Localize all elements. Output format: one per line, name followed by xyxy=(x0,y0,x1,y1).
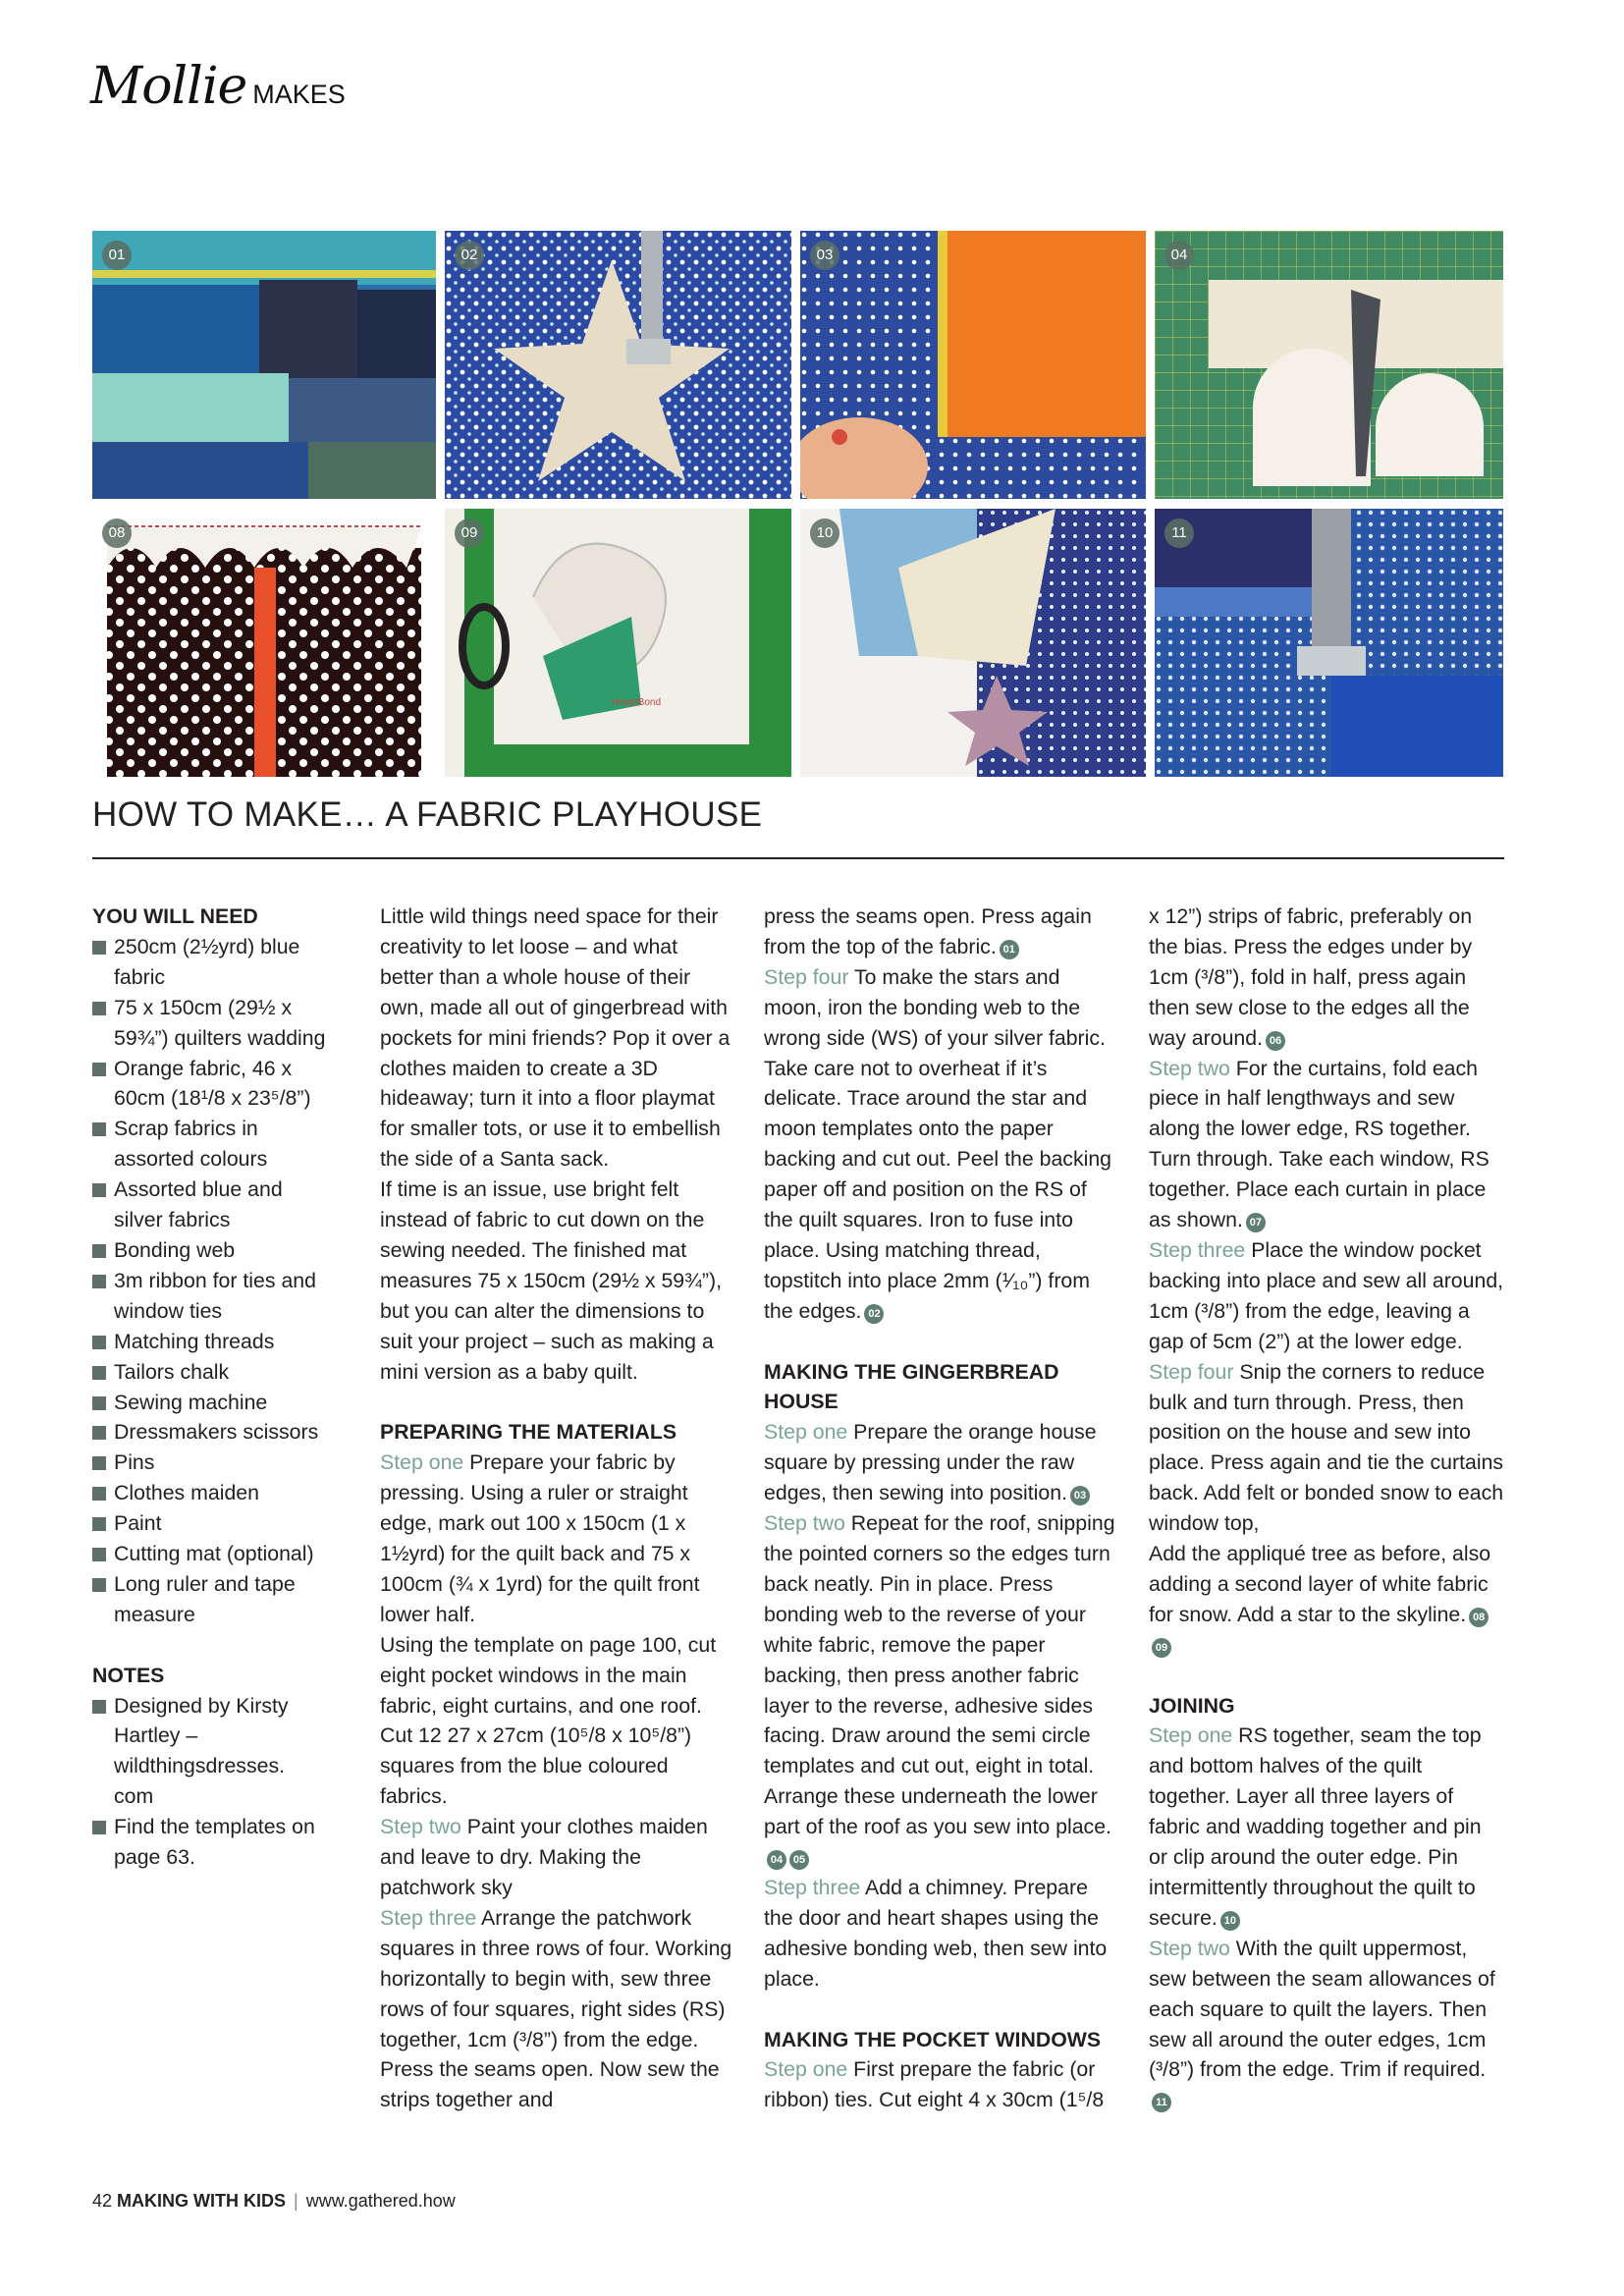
step-label: Step three xyxy=(1149,1237,1246,1262)
list-item: Pins xyxy=(92,1448,328,1478)
step-paragraph: Step three Place the window pocket backing into place and sew all around, 1cm (³/8”) from the edge, leaving a gap of 5cm (2”) at the lower edge. xyxy=(1149,1237,1504,1353)
photo-number: 04 xyxy=(1164,241,1194,270)
step-label: Step two xyxy=(380,1815,461,1839)
website-link[interactable]: www.gathered.how xyxy=(305,2191,456,2211)
step-paragraph: Step three Add a chimney. Prepare the door and heart shapes using the adhesive bonding web, then sew into place. xyxy=(764,1875,1108,1991)
step-label: Step one xyxy=(764,2057,848,2082)
step-photo-02 xyxy=(445,231,791,499)
photo-ref-badge: 07 xyxy=(1246,1213,1266,1232)
svg-text:HeatnBond: HeatnBond xyxy=(612,697,662,708)
step-paragraph: Step four To make the stars and moon, iron the bonding web to the wrong side (WS) of your silver fabric. Take care not to overheat if it’s delicate. Trace around the star and moon templates onto the paper backing and cut out. Peel the backing paper off and position on the RS of the quilt squares. Iron to fuse into place. Using matching thread, topstitch into place 2mm (¹⁄₁₀”) from the edges. 02 xyxy=(764,964,1112,1323)
magazine-logo xyxy=(90,57,346,116)
list-item: Bonding web xyxy=(92,1235,328,1266)
list-item: Cutting mat (optional) xyxy=(92,1539,328,1569)
photo-number: 02 xyxy=(455,241,484,270)
photo-ref-badge: 01 xyxy=(1000,940,1019,959)
step-photo-01 xyxy=(92,231,436,499)
column-gingerbread xyxy=(764,902,1119,2115)
photo-number: 10 xyxy=(810,519,839,548)
photo-number: 11 xyxy=(1164,519,1194,548)
step-photo-03 xyxy=(800,231,1146,499)
intro-paragraph: Little wild things need space for their creativity to let loose – and what better than a whole house of their own, made all out of gingerbread with pockets for mini friends? Pop it over a clothes maiden to create a 3D hideaway; turn it into a floor playmat for smaller tots, or use it to embellish the side of a Santa sack. xyxy=(380,904,731,1172)
step-paragraph: Add the appliqué tree as before, also adding a second layer of white fabric for snow. Add a star to the skyline. 0809 xyxy=(1149,1539,1504,1661)
list-item: Long ruler and tape measure xyxy=(92,1569,328,1630)
photo-number: 03 xyxy=(810,241,839,270)
step-paragraph: Step three Arrange the patchwork squares in three rows of four. Working horizontally to begin with, sew three rows of four squares, right sides (RS) together, 1cm (³/8”) from the edge. Press the seams open. Now sew the strips together and xyxy=(380,1905,732,2112)
step-label: Step four xyxy=(764,964,849,989)
list-item: Clothes maiden xyxy=(92,1478,328,1508)
list-item: 3m ribbon for ties and window ties xyxy=(92,1266,328,1327)
column-intro xyxy=(380,902,735,2115)
step-label: Step two xyxy=(1149,1056,1230,1080)
step-paragraph: Using the template on page 100, cut eight pocket windows in the main fabric, eight curtains, and one roof. Cut 12 27 x 27cm (10⁵/8 x 10⁵/8”) squares from the blue coloured fabrics. xyxy=(380,1632,717,1809)
step-label: Step three xyxy=(380,1905,477,1930)
step-label: Step one xyxy=(764,1420,848,1445)
you-will-need-heading: YOU WILL NEED xyxy=(92,904,258,928)
step-label: Step two xyxy=(764,1511,845,1536)
notes-heading: NOTES xyxy=(92,1663,165,1687)
photo-ref-badge: 02 xyxy=(864,1304,884,1324)
section-heading: PREPARING THE MATERIALS xyxy=(380,1420,677,1445)
step-paragraph: x 12”) strips of fabric, preferably on the bias. Press the edges under by 1cm (³/8”), fold in half, press again then sew close to the edges all the way around. 06 xyxy=(1149,904,1473,1050)
list-item: Tailors chalk xyxy=(92,1357,328,1388)
photo-number: 01 xyxy=(102,241,132,270)
list-item: Paint xyxy=(92,1508,328,1539)
list-item: Find the templates on page 63. xyxy=(92,1812,328,1873)
list-item: 75 x 150cm (29½ x 59¾”) quilters wadding xyxy=(92,993,328,1054)
materials-list xyxy=(92,932,328,1630)
list-item: Orange fabric, 46 x 60cm (18¹/8 x 23⁵/8”) xyxy=(92,1054,328,1115)
logo-script: Mollie xyxy=(90,57,247,116)
photo-ref-badge: 05 xyxy=(789,1850,809,1870)
step-paragraph: Step one Prepare the orange house square by pressing under the raw edges, then sewing into position. 03 xyxy=(764,1420,1097,1505)
step-paragraph: Step two Paint your clothes maiden and leave to dry. Making the patchwork sky xyxy=(380,1815,708,1899)
step-label: Step one xyxy=(1149,1723,1233,1748)
photo-ref-badge: 04 xyxy=(767,1850,786,1870)
photo-ref-badge: 03 xyxy=(1070,1486,1090,1505)
section-heading: JOINING xyxy=(1149,1693,1235,1718)
step-label: Step three xyxy=(764,1875,861,1899)
title-rule xyxy=(92,857,1504,859)
list-item: 250cm (2½yrd) blue fabric xyxy=(92,932,328,993)
column-materials xyxy=(92,902,328,1873)
step-photo-11 xyxy=(1155,509,1503,777)
step-label: Step one xyxy=(380,1450,464,1475)
step-label: Step two xyxy=(1149,1936,1230,1960)
notes-list xyxy=(92,1691,328,1873)
step-paragraph: Step one First prepare the fabric (or ribbon) ties. Cut eight 4 x 30cm (1⁵/8 xyxy=(764,2057,1105,2112)
column-joining xyxy=(1149,902,1504,2115)
step-paragraph: Step one Prepare your fabric by pressing. Using a ruler or straight edge, mark out 100 x 150cm (1 x 1½yrd) for the quilt back and 75 x 100cm (¾ x 1yrd) for the quilt front lower half. xyxy=(380,1450,700,1626)
section-name: MAKING WITH KIDS xyxy=(117,2191,287,2211)
step-photo-04 xyxy=(1155,231,1503,499)
page-number: 42 xyxy=(92,2191,113,2211)
step-label: Step four xyxy=(1149,1359,1234,1384)
page-footer: 42 MAKING WITH KIDS | www.gathered.how xyxy=(92,2191,456,2211)
section-heading: MAKING THE GINGERBREAD HOUSE xyxy=(764,1359,1059,1414)
photo-ref-badge: 09 xyxy=(1152,1638,1171,1658)
list-item: Designed by Kirsty Hartley – wildthingsdresses. com xyxy=(92,1691,328,1813)
step-paragraph: Step two With the quilt uppermost, sew between the seam allowances of each square to quilt the layers. Then sew all around the outer edges, 1cm (³/8”) from the edge. Trim if required.11 xyxy=(1149,1934,1504,2115)
list-item: Sewing machine xyxy=(92,1388,328,1418)
list-item: Scrap fabrics in assorted colours xyxy=(92,1114,328,1175)
step-photo-09 xyxy=(445,509,791,777)
step-paragraph: Step two Repeat for the roof, snipping the pointed corners so the edges turn back neatly. Pin in place. Press bonding web to the reverse of your white fabric, remove the paper backing, then press another fabric layer to the reverse, adhesive sides facing. Draw around the semi circle templates and cut out, eight in total. Arrange these underneath the lower part of the roof as you sew into place.04 05 xyxy=(764,1508,1119,1873)
step-photo-10 xyxy=(800,509,1146,777)
step-paragraph: Step one RS together, seam the top and bottom halves of the quilt together. Layer all three layers of fabric and wadding together and pin or clip around the outer edge. Pin intermittently throughout the quilt to secure. 10 xyxy=(1149,1723,1482,1930)
logo-makes: MAKES xyxy=(252,80,346,109)
step-paragraph: press the seams open. Press again from the top of the fabric. 01 xyxy=(764,904,1092,958)
list-item: Matching threads xyxy=(92,1327,328,1357)
photo-number: 08 xyxy=(102,519,132,548)
section-heading: MAKING THE POCKET WINDOWS xyxy=(764,2027,1102,2051)
list-item: Dressmakers scissors xyxy=(92,1417,328,1448)
photo-ref-badge: 10 xyxy=(1220,1911,1240,1931)
step-photo-08 xyxy=(92,509,436,777)
photo-ref-badge: 06 xyxy=(1266,1031,1285,1051)
step-paragraph: Step two For the curtains, fold each piece in half lengthways and sew along the lower edge, RS together. Turn through. Take each window, RS together. Place each curtain in place as shown. 07 xyxy=(1149,1056,1489,1232)
step-paragraph: Step four Snip the corners to reduce bulk and turn through. Press, then position on the house and sew into place. Press again and tie the curtains back. Add felt or bonded snow to each window top, xyxy=(1149,1359,1504,1536)
photo-number: 09 xyxy=(455,519,484,548)
list-item: Assorted blue and silver fabrics xyxy=(92,1175,328,1235)
intro-paragraph: If time is an issue, use bright felt instead of fabric to cut down on the sewing needed. The finished mat measures 75 x 150cm (29½ x 59¾”), but you can alter the dimensions to suit your project – such as making a mini version as a baby quilt. xyxy=(380,1177,723,1384)
photo-ref-badge: 11 xyxy=(1152,2093,1171,2112)
article-title: HOW TO MAKE… A FABRIC PLAYHOUSE xyxy=(92,795,763,834)
photo-ref-badge: 08 xyxy=(1469,1608,1489,1627)
